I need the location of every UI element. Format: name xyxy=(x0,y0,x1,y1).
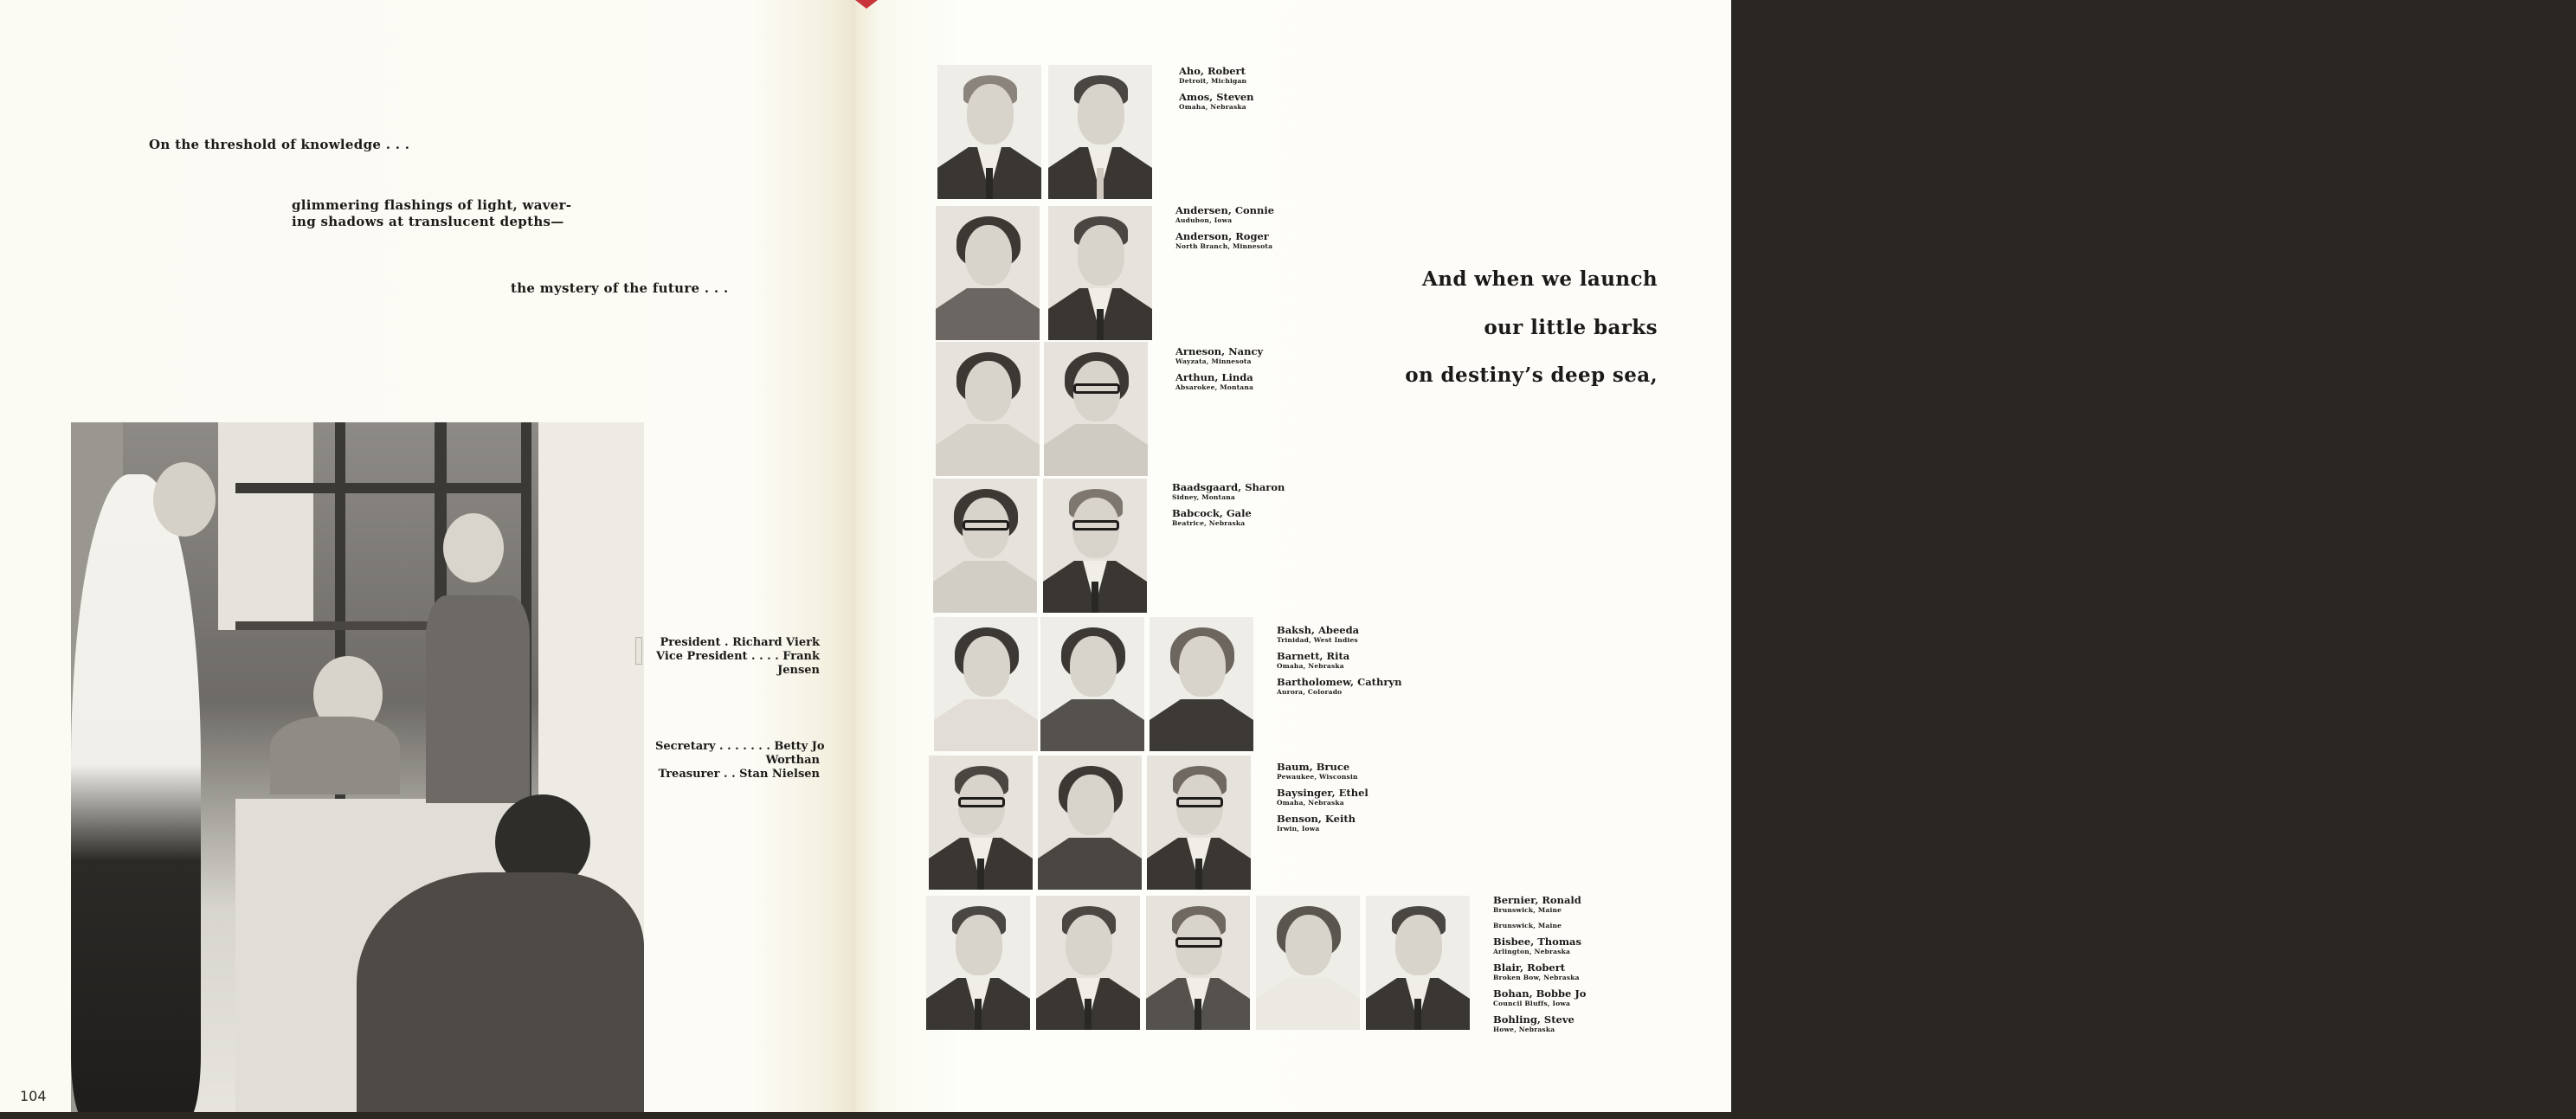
intro-line-1: On the threshold of knowledge . . . xyxy=(149,137,410,152)
student-name: Anderson, Roger xyxy=(1175,230,1269,242)
officers-list xyxy=(655,636,825,781)
portrait-arthun-linda xyxy=(1044,342,1148,476)
student-hometown: Arlington, Nebraska xyxy=(1493,948,1571,955)
quote-line-1: And when we launch xyxy=(1422,267,1658,291)
student-name: Bisbee, Thomas xyxy=(1493,936,1581,948)
names-row-3 xyxy=(1175,346,1263,398)
portrait-benson-keith xyxy=(1147,756,1251,890)
student-hometown: Brunswick, Maine xyxy=(1493,922,1562,929)
student-name: Blair, Robert xyxy=(1493,961,1566,974)
portrait-barnett-rita xyxy=(1040,617,1144,751)
student-hometown: Aurora, Colorado xyxy=(1277,688,1343,696)
officer-president: President . Richard Vierk xyxy=(660,636,820,649)
officer-vice-president: Vice President . . . . Frank xyxy=(656,650,820,663)
student-hometown: Omaha, Nebraska xyxy=(1179,103,1246,111)
portrait-baadsgaard-sharon xyxy=(933,479,1037,613)
student-hometown: Absarokee, Montana xyxy=(1175,383,1254,391)
portrait-arneson-nancy xyxy=(936,342,1040,476)
student-hometown: Sidney, Montana xyxy=(1172,493,1235,501)
portrait-baksh-abeeda xyxy=(934,617,1038,751)
portrait-babcock-gale xyxy=(1043,479,1147,613)
page-number-left: 104 xyxy=(20,1088,47,1104)
portrait-bisbee-thomas xyxy=(1036,896,1140,1030)
names-row-7 xyxy=(1493,895,1586,1040)
student-hometown: Council Bluffs, Iowa xyxy=(1493,1000,1571,1007)
student-name: Bohling, Steve xyxy=(1493,1013,1575,1026)
left-page xyxy=(0,0,855,1115)
names-row-5 xyxy=(1277,625,1401,703)
officer-vice-president-cont: Jensen xyxy=(777,664,820,677)
portrait-bohling-steve xyxy=(1366,896,1470,1030)
student-hometown: Wayzata, Minnesota xyxy=(1175,357,1252,365)
student-hometown: Broken Bow, Nebraska xyxy=(1493,974,1580,981)
light-switch-plate xyxy=(635,637,642,665)
names-row-4 xyxy=(1172,482,1285,534)
student-name: Baysinger, Ethel xyxy=(1277,787,1368,799)
names-row-6 xyxy=(1277,762,1368,839)
student-name: Bartholomew, Cathryn xyxy=(1277,676,1402,688)
student-hometown: Beatrice, Nebraska xyxy=(1172,519,1246,527)
portrait-bernier-ronald xyxy=(926,896,1030,1030)
student-name: Benson, Keith xyxy=(1277,813,1356,825)
intro-line-2: glimmering flashings of light, waver- ing shadows at translucent depths— xyxy=(292,197,572,229)
student-name: Baum, Bruce xyxy=(1277,761,1350,773)
portrait-andersen-connie xyxy=(936,206,1040,340)
student-hometown: Howe, Nebraska xyxy=(1493,1026,1555,1033)
student-hometown: Audubon, Iowa xyxy=(1175,216,1233,224)
portrait-baum-bruce xyxy=(929,756,1033,890)
student-hometown: Brunswick, Maine xyxy=(1493,906,1562,914)
student-name: Baadsgaard, Sharon xyxy=(1172,481,1285,493)
student-name: Arneson, Nancy xyxy=(1175,345,1264,357)
student-hometown: Omaha, Nebraska xyxy=(1277,662,1344,670)
student-name: Babcock, Gale xyxy=(1172,507,1252,519)
student-name: Amos, Steven xyxy=(1179,91,1254,103)
officer-treasurer: Treasurer . . Stan Nielsen xyxy=(658,768,820,781)
student-hometown: Pewaukee, Wisconsin xyxy=(1277,773,1358,781)
officer-secretary: Secretary . . . . . . . Betty Jo xyxy=(655,740,825,753)
page-number-right: 105 xyxy=(2549,1080,2576,1096)
intro-line-3: the mystery of the future . . . xyxy=(511,280,729,296)
student-name: Bohan, Bobbe Jo xyxy=(1493,987,1587,1000)
portrait-anderson-roger xyxy=(1048,206,1152,340)
officer-secretary-cont: Worthan xyxy=(765,754,820,767)
student-name: Aho, Robert xyxy=(1179,65,1246,77)
student-name: Bernier, Ronald xyxy=(1493,894,1581,906)
book-bottom-edge xyxy=(0,1112,1731,1119)
portrait-amos-steven xyxy=(1048,65,1152,199)
student-hometown: Trinidad, West Indies xyxy=(1277,636,1358,644)
student-name: Barnett, Rita xyxy=(1277,650,1350,662)
portrait-bartholomew-cathryn xyxy=(1150,617,1253,751)
portrait-aho-robert xyxy=(937,65,1041,199)
student-hometown: North Branch, Minnesota xyxy=(1175,242,1273,250)
quote-line-2: our little barks xyxy=(1484,316,1658,339)
portrait-baysinger-ethel xyxy=(1038,756,1142,890)
student-name: Baksh, Abeeda xyxy=(1277,624,1360,636)
quote-line-3: on destiny’s deep sea, xyxy=(1405,363,1658,387)
class-officers-photo xyxy=(71,422,644,1119)
names-row-1 xyxy=(1179,66,1254,118)
portrait-bohan-bobbe-jo xyxy=(1256,896,1360,1030)
names-row-2 xyxy=(1175,205,1274,257)
right-page xyxy=(855,0,2576,1115)
student-hometown: Omaha, Nebraska xyxy=(1277,799,1344,807)
student-hometown: Irwin, Iowa xyxy=(1277,825,1320,833)
student-name: Andersen, Connie xyxy=(1175,204,1275,216)
student-hometown: Detroit, Michigan xyxy=(1179,77,1247,85)
portrait-blair-robert xyxy=(1146,896,1250,1030)
student-name: Arthun, Linda xyxy=(1175,371,1253,383)
